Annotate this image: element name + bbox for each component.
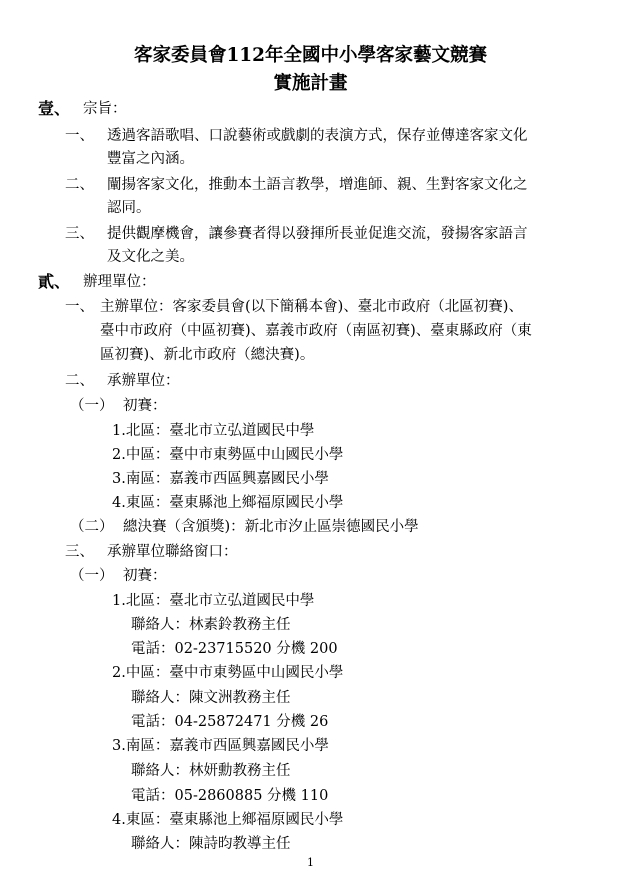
contact-person: 聯絡人：林妍勳教務主任 bbox=[131, 763, 291, 779]
organizer-final-number: （二） bbox=[70, 519, 114, 535]
item-3-number: 三、 bbox=[65, 226, 94, 242]
item-1-number: 一、 bbox=[65, 128, 94, 144]
organizer-prelim-number: （一） bbox=[70, 398, 114, 414]
contacts-prelim-heading: 初賽： bbox=[123, 568, 167, 584]
organizer-prelim-item: 3.南區：嘉義市西區興嘉國民小學 bbox=[112, 471, 329, 487]
contact-phone: 電話：04-25872471 分機 26 bbox=[131, 714, 329, 730]
organizer-heading: 承辦單位： bbox=[107, 373, 180, 389]
page-number: 1 bbox=[307, 856, 314, 869]
contact-school: 1.北區：臺北市立弘道國民中學 bbox=[112, 593, 315, 609]
contact-school: 3.南區：嘉義市西區興嘉國民小學 bbox=[112, 738, 329, 754]
item-2-line2: 認同。 bbox=[107, 200, 151, 216]
contact-school: 2.中區：臺中市東勢區中山國民小學 bbox=[112, 665, 344, 681]
item-2-line1: 闡揚客家文化，推動本土語言教學，增進師、親、生對客家文化之 bbox=[107, 177, 528, 193]
item-1-line2: 豐富之內涵。 bbox=[107, 151, 194, 167]
organizer-prelim-item: 1.北區：臺北市立弘道國民中學 bbox=[112, 423, 315, 439]
contact-phone: 電話：02-23715520 分機 200 bbox=[131, 641, 338, 657]
contact-school: 4.東區：臺東縣池上鄉福原國民小學 bbox=[112, 812, 344, 828]
organizer-prelim-item: 2.中區：臺中市東勢區中山國民小學 bbox=[112, 447, 344, 463]
item-2-number: 二、 bbox=[65, 177, 94, 193]
organizer-prelim-item: 4.東區：臺東縣池上鄉福原國民小學 bbox=[112, 495, 344, 511]
host-line2: 臺中市政府（中區初賽)、嘉義市政府（南區初賽)、臺東縣政府（東 bbox=[100, 323, 532, 339]
contact-person: 聯絡人：陳文洲教務主任 bbox=[131, 690, 291, 706]
organizer-final-text: 總決賽（含頒獎)：新北市汐止區崇德國民小學 bbox=[123, 519, 419, 535]
contacts-heading: 承辦單位聯絡窗口： bbox=[107, 544, 238, 560]
contacts-prelim-number: （一） bbox=[70, 568, 114, 584]
host-line3: 區初賽)、新北市政府（總決賽)。 bbox=[100, 347, 315, 363]
page-subtitle: 實施計畫 bbox=[273, 73, 348, 94]
contacts-number: 三、 bbox=[65, 544, 94, 560]
section-2-heading: 辦理單位： bbox=[83, 274, 156, 290]
contact-phone: 電話：05-2860885 分機 110 bbox=[131, 788, 329, 804]
host-number: 一、 bbox=[65, 299, 94, 315]
host-line1: 主辦單位：客家委員會(以下簡稱本會)、臺北市政府（北區初賽)、 bbox=[100, 299, 523, 315]
section-2-number: 貳、 bbox=[38, 272, 71, 291]
section-1-heading: 宗旨： bbox=[83, 101, 127, 117]
contact-person: 聯絡人：林素鈴教務主任 bbox=[131, 617, 291, 633]
item-3-line2: 及文化之美。 bbox=[107, 249, 194, 265]
organizer-number: 二、 bbox=[65, 373, 94, 389]
item-3-line1: 提供觀摩機會，讓參賽者得以發揮所長並促進交流，發揚客家語言 bbox=[107, 226, 528, 242]
organizer-prelim-heading: 初賽： bbox=[123, 398, 167, 414]
item-1-line1: 透過客語歌唱、口說藝術或戲劇的表演方式，保存並傳達客家文化 bbox=[107, 128, 528, 144]
page-title: 客家委員會112年全國中小學客家藝文競賽 bbox=[133, 45, 488, 66]
contact-person: 聯絡人：陳詩昀教導主任 bbox=[131, 836, 291, 852]
section-1-number: 壹、 bbox=[38, 99, 71, 118]
